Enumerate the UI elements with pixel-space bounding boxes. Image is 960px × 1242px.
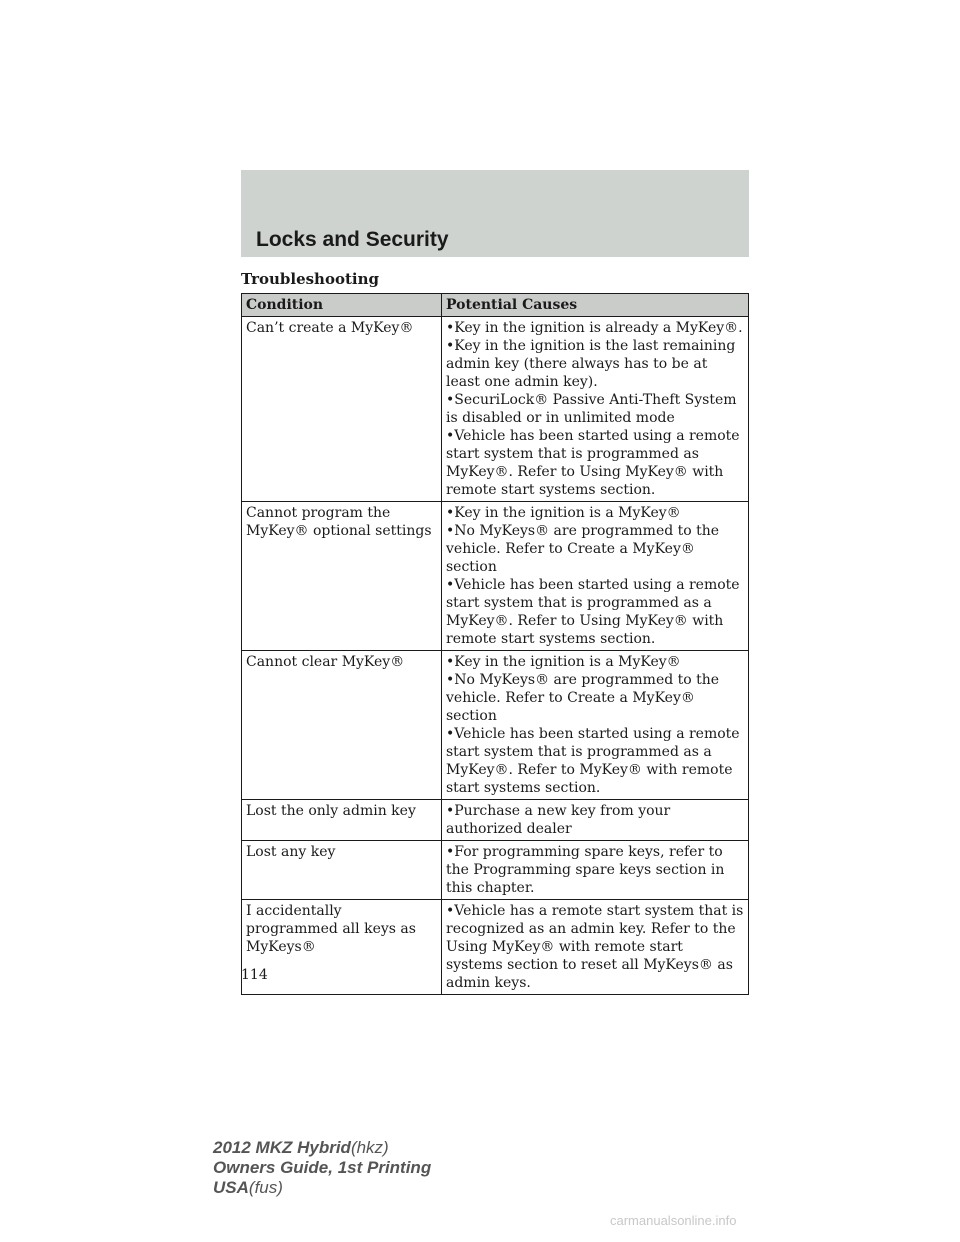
troubleshooting-table [241, 293, 749, 995]
column-header-condition: Condition [242, 294, 442, 317]
potential-causes-cell [442, 651, 749, 800]
condition-cell: Can’t create a MyKey® [242, 317, 442, 502]
footer [213, 1138, 431, 1198]
potential-causes-cell [442, 502, 749, 651]
watermark: carmanualsonline.info [610, 1213, 737, 1228]
section-heading: Troubleshooting [241, 270, 379, 288]
table-row [242, 651, 749, 800]
potential-causes-cell [442, 841, 749, 900]
potential-causes-cell [442, 317, 749, 502]
footer-market: USA [213, 1178, 249, 1197]
cause-item: •For programming spare keys, refer to the Programming spare keys section in this chapter. [446, 844, 725, 896]
table-header-row [242, 294, 749, 317]
cause-item: •Vehicle has a remote start system that is recognized as an admin key. Refer to the Using MyKey® with remote start systems section to reset all MyKeys® as admin keys. [446, 903, 744, 991]
condition-cell: Lost any key [242, 841, 442, 900]
table-row [242, 841, 749, 900]
potential-causes-cell [442, 900, 749, 995]
footer-line-2: Owners Guide, 1st Printing [213, 1158, 432, 1177]
table-row [242, 800, 749, 841]
cause-item: •No MyKeys® are programmed to the vehicle. Refer to Create a MyKey® section [446, 672, 720, 724]
cause-item: •Key in the ignition is a MyKey® [446, 505, 681, 521]
page-title: Locks and Security [256, 228, 449, 251]
table-row [242, 502, 749, 651]
cause-item: •No MyKeys® are programmed to the vehicle. Refer to Create a MyKey® section [446, 523, 720, 575]
condition-cell: Cannot program the MyKey® optional settings [242, 502, 442, 651]
condition-cell: I accidentally programmed all keys as MyKeys® [242, 900, 442, 995]
footer-model-code: (hkz) [350, 1138, 389, 1157]
table-row [242, 317, 749, 502]
potential-causes-cell [442, 800, 749, 841]
column-header-potential-causes: Potential Causes [442, 294, 749, 317]
footer-line-3 [213, 1178, 431, 1198]
cause-item: •Purchase a new key from your authorized dealer [446, 803, 671, 837]
page-number: 114 [241, 967, 268, 983]
footer-model: 2012 MKZ Hybrid [213, 1138, 351, 1157]
cause-item: •SecuriLock® Passive Anti-Theft System is disabled or in unlimited mode [446, 392, 737, 426]
cause-item: •Key in the ignition is the last remaining admin key (there always has to be at least one admin key). [446, 338, 736, 390]
cause-item: •Vehicle has been started using a remote start system that is programmed as MyKey®. Refer to Using MyKey® with remote start systems section. [446, 428, 740, 498]
footer-market-code: (fus) [248, 1178, 283, 1197]
condition-cell: Lost the only admin key [242, 800, 442, 841]
footer-line-1 [213, 1138, 431, 1158]
cause-item: •Key in the ignition is already a MyKey®. [446, 320, 743, 336]
condition-cell: Cannot clear MyKey® [242, 651, 442, 800]
table-row [242, 900, 749, 995]
cause-item: •Vehicle has been started using a remote start system that is programmed as a MyKey®. Refer to Using MyKey® with remote start systems section. [446, 577, 740, 647]
cause-item: •Key in the ignition is a MyKey® [446, 654, 681, 670]
cause-item: •Vehicle has been started using a remote start system that is programmed as a MyKey®. Refer to MyKey® with remote start systems section. [446, 726, 740, 796]
